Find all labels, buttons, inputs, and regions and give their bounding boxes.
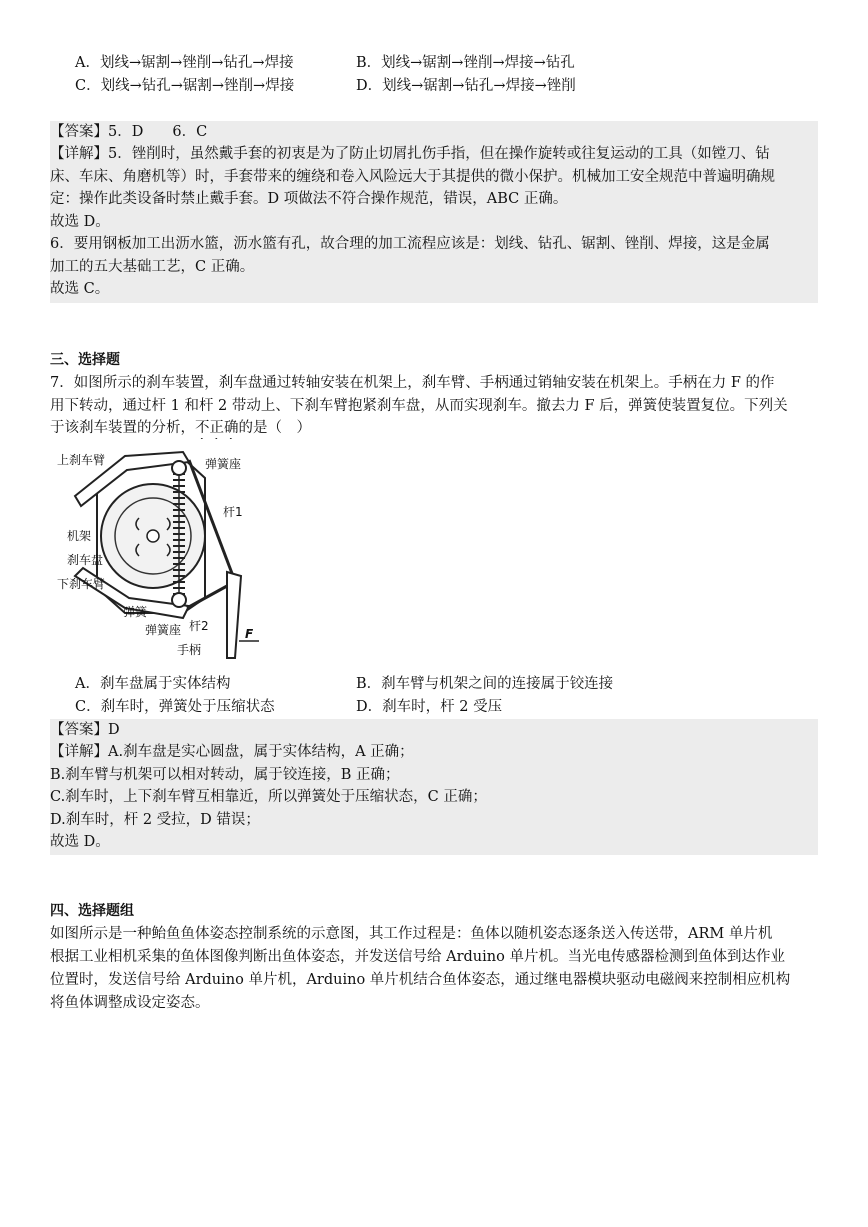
answer-line: B.刹车臂与机架可以相对转动，属于铰连接，B 正确； bbox=[50, 767, 400, 783]
q6-options-row-1 bbox=[75, 52, 815, 74]
answer-line: D.刹车时，杆 2 受拉，D 错误； bbox=[50, 812, 260, 828]
q7-stem-pre: 于该刹车装置的分析， bbox=[50, 420, 195, 436]
option-c: C．刹车时，弹簧处于压缩状态 bbox=[75, 699, 275, 715]
label-force: F bbox=[245, 627, 254, 641]
section-3-heading: 三、选择题 bbox=[50, 352, 120, 368]
section-4-line: 根据工业相机采集的鱼体图像判断出鱼体姿态，并发送信号给 Arduino 单片机。当光电传感器检测到鱼体到达作业 bbox=[50, 949, 785, 965]
brake-device-figure bbox=[55, 448, 265, 663]
q7-stem-post: 的是（ ） bbox=[238, 420, 311, 436]
label-disc: 刹车盘 bbox=[67, 553, 104, 567]
section-4-line: 如图所示是一种鲐鱼鱼体姿态控制系统的示意图，其工作过程是：鱼体以随机姿态逐条送入传送带，ARM 单片机 bbox=[50, 926, 773, 942]
spring-seat-bottom bbox=[172, 593, 186, 607]
label-handle: 手柄 bbox=[177, 643, 202, 657]
option-c: C．划线→钻孔→锯割→锉削→焊接 bbox=[75, 78, 295, 94]
label-upper-arm: 上刹车臂 bbox=[57, 453, 106, 467]
label-frame: 机架 bbox=[67, 529, 92, 543]
answer-line: 定：操作此类设备时禁止戴手套。D 项做法不符合操作规范，错误，ABC 正确。 bbox=[50, 191, 568, 207]
axle bbox=[147, 530, 159, 542]
label-spring: 弹簧 bbox=[123, 605, 148, 619]
q7-options-row-2 bbox=[75, 696, 815, 718]
section-4-heading: 四、选择题组 bbox=[50, 903, 134, 919]
answer-line: 加工的五大基础工艺，C 正确。 bbox=[50, 259, 255, 275]
q7-stem-line-3 bbox=[50, 417, 818, 439]
section-4-line: 位置时，发送信号给 Arduino 单片机，Arduino 单片机结合鱼体姿态，通过继电器模块驱动电磁阀来控制相应机构 bbox=[50, 972, 791, 988]
label-spring-seat-top: 弹簧座 bbox=[205, 457, 242, 471]
answer-line: 故选 D。 bbox=[50, 214, 110, 230]
q7-stem-line-2: 用下转动，通过杆 1 和杆 2 带动上、下刹车臂抱紧刹车盘，从而实现刹车。撤去力 F 后，弹簧使装置复位。下列关 bbox=[50, 398, 788, 414]
answer-line: C.刹车时，上下刹车臂互相靠近，所以弹簧处于压缩状态，C 正确； bbox=[50, 789, 487, 805]
label-spring-seat-bottom: 弹簧座 bbox=[145, 623, 182, 637]
answer-line: 【答案】5．D 6．C bbox=[50, 124, 208, 140]
answer-line: 故选 D。 bbox=[50, 834, 110, 850]
option-b: B．划线→锯割→锉削→焊接→钻孔 bbox=[356, 55, 575, 71]
answer-line: 6．要用钢板加工出沥水篮，沥水篮有孔，故合理的加工流程应该是：划线、钻孔、锯割、锉削、焊接，这是金属 bbox=[50, 236, 770, 252]
answer-block-q5-q6 bbox=[50, 121, 818, 303]
label-rod-1: 杆1 bbox=[223, 505, 243, 519]
label-rod-2: 杆2 bbox=[189, 619, 209, 633]
answer-block-q7 bbox=[50, 719, 818, 855]
q7-stem-line-1: 7．如图所示的刹车装置，刹车盘通过转轴安装在机架上，刹车臂、手柄通过销轴安装在机架上。手柄在力 F 的作 bbox=[50, 375, 775, 391]
q6-options-row-2 bbox=[75, 75, 815, 97]
handle bbox=[227, 572, 241, 658]
answer-line: 【详解】5．锉削时，虽然戴手套的初衷是为了防止切屑扎伤手指，但在操作旋转或往复运动的工具（如镗刀、钻 bbox=[50, 146, 770, 162]
option-d: D．刹车时，杆 2 受压 bbox=[356, 699, 503, 715]
option-d: D．划线→锯割→钻孔→焊接→锉削 bbox=[356, 78, 576, 94]
option-a: A．刹车盘属于实体结构 bbox=[75, 676, 231, 692]
spring-seat-top bbox=[172, 461, 186, 475]
section-4-line: 将鱼体调整成设定姿态。 bbox=[50, 995, 210, 1011]
answer-line: 【详解】A.刹车盘是实心圆盘，属于实体结构，A 正确； bbox=[50, 744, 414, 760]
answer-line: 【答案】D bbox=[50, 722, 120, 738]
option-a: A．划线→锯割→锉削→钻孔→焊接 bbox=[75, 55, 294, 71]
answer-line: 床、车床、角磨机等）时，手套带来的缠绕和卷入风险远大于其提供的微小保护。机械加工安全规范中普遍明确规 bbox=[50, 169, 775, 185]
q7-options-row-1 bbox=[75, 673, 815, 695]
answer-line: 故选 C。 bbox=[50, 281, 110, 297]
q7-stem-emphasis: 不正确 bbox=[195, 420, 239, 436]
label-lower-arm: 下刹车臂 bbox=[57, 577, 106, 591]
rod-2 bbox=[187, 586, 227, 608]
option-b: B．刹车臂与机架之间的连接属于铰连接 bbox=[356, 676, 614, 692]
